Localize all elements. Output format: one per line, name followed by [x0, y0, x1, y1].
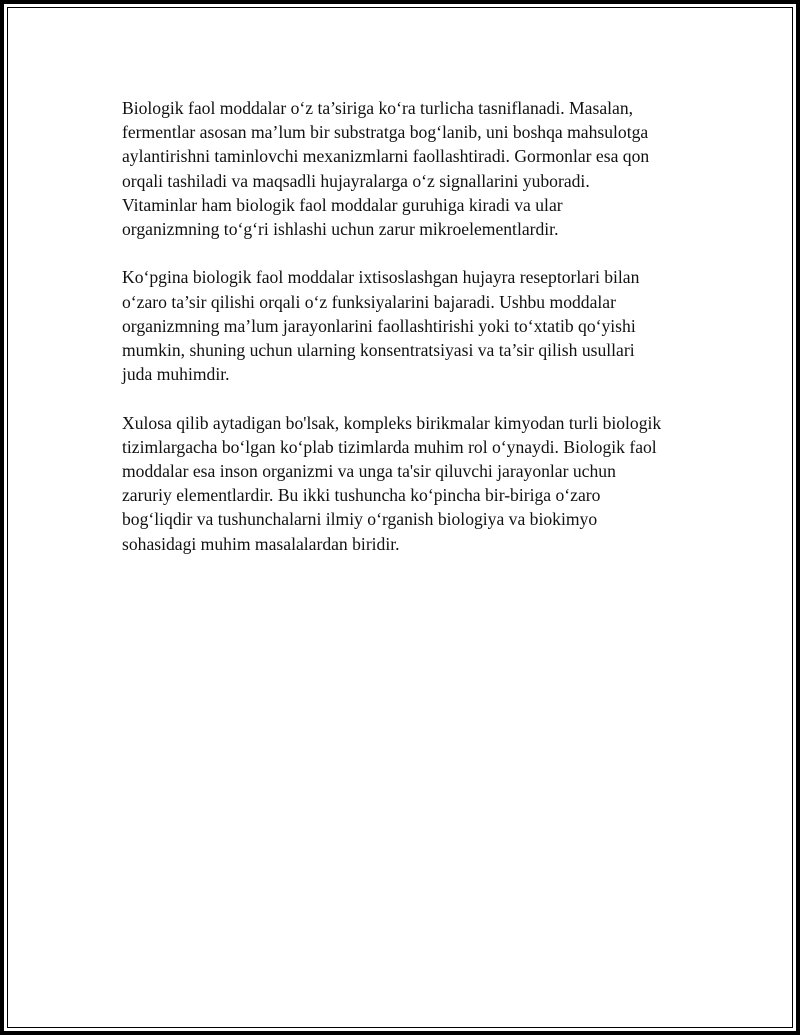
paragraph-2: Ko‘pgina biologik faol moddalar ixtisoslashgan hujayra reseptorlari bilan o‘zaro ta’sir qilishi orqali o‘z funksiyalarini bajaradi. Ushbu moddalar organizmning ma’lum jarayonlarini faollashtirishi yoki to‘xtatib qo‘yishi mumkin, shuning uchun ularning konsentratsiyasi va ta’sir qilish usullari juda muhimdir.: [122, 267, 640, 385]
document-body: [122, 96, 702, 580]
paragraph-3: Xulosa qilib aytadigan bo'lsak, kompleks birikmalar kimyodan turli biologik tizimlargacha bo‘lgan ko‘plab tizimlarda muhim rol o‘ynaydi. Biologik faol moddalar esa inson organizmi va unga ta'sir qiluvchi jarayonlar uchun zaruriy elementlardir. Bu ikki tushuncha ko‘pincha bir-biriga o‘zaro bog‘liqdir va tushunchalarni ilmiy o‘rganish biologiya va biokimyo sohasidagi muhim masalalardan biridir.: [122, 412, 662, 554]
paragraph-1: Biologik faol moddalar o‘z ta’siriga ko‘ra turlicha tasniflanadi. Masalan, fermentlar asosan ma’lum bir substratga bog‘lanib, uni boshqa mahsulotga aylantirishni taminlovchi mexanizmlarni faollashtiradi. Gormonlar esa qon orqali tashiladi va maqsadli hujayralarga o‘z signallarini yuboradi. Vitaminlar ham biologik faol moddalar guruhiga kiradi va ular organizmning to‘g‘ri ishlashi uchun zarur mikroelementlardir.: [122, 98, 650, 240]
